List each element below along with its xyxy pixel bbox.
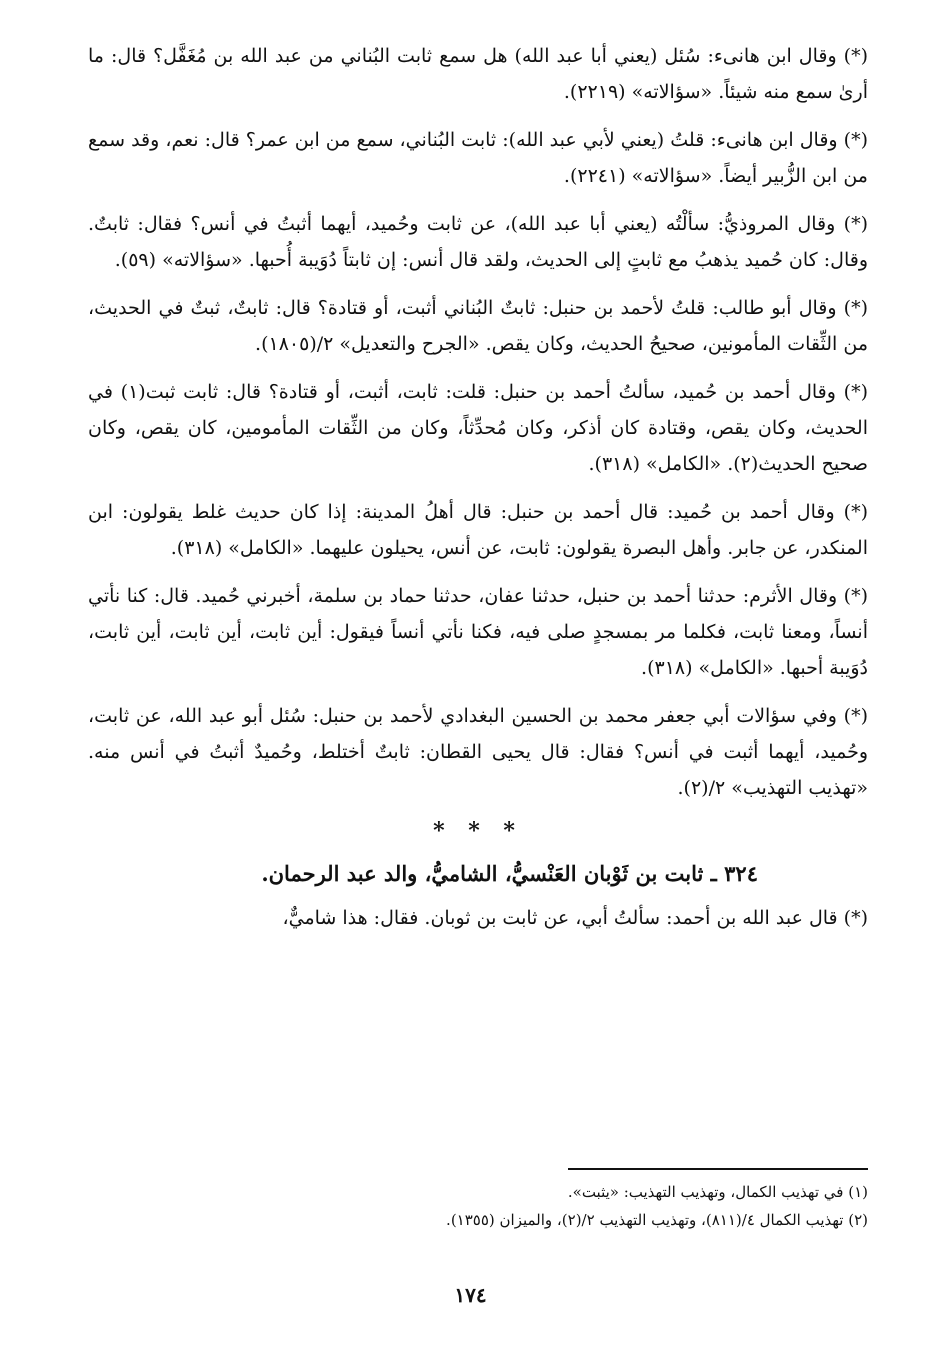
paragraph-2: (*) وقال ابن هانىء: قلتُ (يعني لأبي عبد الله): ثابت البُناني، سمع من ابن عمر؟ قال: نعم، وقد سمع من ابن الزُّبير أيضاً. «سؤالاته» (٢٢٤١). [88, 129, 868, 187]
footnote-2: (٢) تهذيب الكمال ٤/(٨١١)، وتهذيب التهذيب ٢/(٢)، والميزان (١٣٥٥). [446, 1211, 868, 1229]
section-separator: * * * [433, 818, 523, 844]
page-body [88, 38, 868, 948]
paragraph-7: (*) وقال الأثرم: حدثنا أحمد بن حنبل، حدثنا عفان، حدثنا حماد بن سلمة، أخبرني حُميد. قال: كنا نأتي أنساً، ومعنا ثابت، فكلما مر بمسجدٍ صلى فيه، فكنا نأتي أنساً فيقول: أين ثابت، أين ثابت، أين ثابت، دُوَيبة أحبها. «الكامل» (٣١٨). [88, 585, 868, 679]
paragraph-1: (*) وقال ابن هانىء: سُئل (يعني أبا عبد الله) هل سمع ثابت البُناني من عبد الله بن مُغَفَّل؟ قال: ما أرىٰ سمع منه شيئاً. «سؤالاته» (٢٢١٩). [88, 45, 868, 103]
paragraph-3: (*) وقال المروذيُّ: سألْتُه (يعني أبا عبد الله)، عن ثابت وحُميد، أيهما أثبتُ في أنس؟ فقال: ثابتٌ. وقال: كان حُميد يذهبُ مع ثابتٍ إلى الحديث، ولقد قال أنس: إن ثابتاً دُوَيبة أُحبها. «سؤالاته» (٥٩). [88, 213, 868, 271]
footnote-rule [568, 1168, 868, 1170]
footnotes [88, 1168, 868, 1234]
paragraph-8: (*) وفي سؤالات أبي جعفر محمد بن الحسين البغدادي لأحمد بن حنبل: سُئل أبو عبد الله، عن ثابت، وحُميد، أيهما أثبت في أنس؟ فقال: قال يحيى القطان: ثابتٌ أختلط، وحُميدٌ أثبتُ في أنس منه. «تهذيب التهذيب» ٢/(٢). [88, 705, 868, 799]
paragraph-5: (*) وقال أحمد بن حُميد، سألتُ أحمد بن حنبل: قلت: ثابت، أثبت، أو قتادة؟ قال: ثابت ثبت(١) في الحديث، وكان يقص، وقتادة كان أذكر، وكان مُحدِّثاً، وكان من الثِّقات المأمومين، كان يقص، وكان صحيح الحديث(٢). «الكامل» (٣١٨). [88, 381, 868, 475]
entry-heading: ٣٢٤ ـ ثابت بن ثَوْبان العَنْسيُّ، الشاميُّ، والد عبد الرحمان. [261, 861, 758, 886]
footnote-1: (١) في تهذيب الكمال، وتهذيب التهذيب: «يثبت». [567, 1183, 868, 1201]
page-number: ١٧٤ [454, 1283, 487, 1307]
paragraph-4: (*) وقال أبو طالب: قلتُ لأحمد بن حنبل: ثابتٌ البُناني أثبت، أو قتادة؟ قال: ثابتٌ، ثبتٌ في الحديث، من الثِّقات المأمونين، صحيحُ الحديث، وكان يقص. «الجرح والتعديل» ٢/(١٨٠٥). [88, 297, 868, 355]
entry-paragraph: (*) قال عبد الله بن أحمد: سألتُ أبي، عن ثابت بن ثوبان. فقال: هذا شاميٌّ، [282, 907, 868, 929]
paragraph-6: (*) وقال أحمد بن حُميد: قال أحمد بن حنبل: قال أهلُ المدينة: إذا كان حديث غلط يقولون: ابن المنكدر، عن جابر. وأهل البصرة يقولون: ثابت، عن أنس، يحيلون عليهما. «الكامل» (٣١٨). [88, 501, 868, 559]
